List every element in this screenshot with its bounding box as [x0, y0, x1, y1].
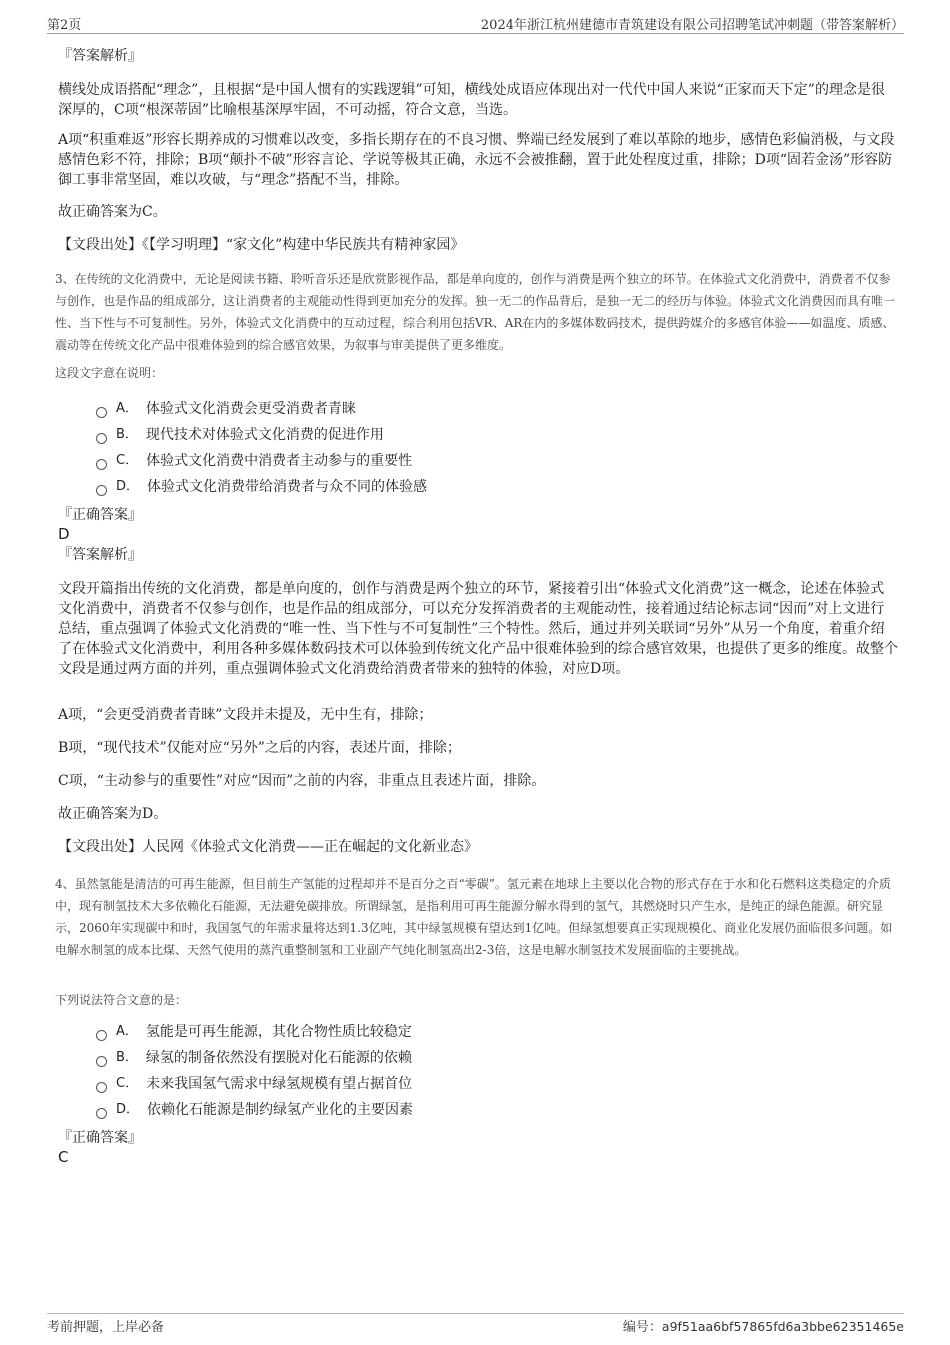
option-letter: C． — [116, 453, 139, 468]
option-letter: C． — [116, 1076, 139, 1091]
option-letter: B． — [116, 427, 138, 442]
answer-value: C — [58, 1148, 69, 1166]
option-text: 依赖化石能源是制约绿氢产业化的主要因素 — [147, 1102, 414, 1118]
source-citation: 【文段出处】《【学习明理】“家文化”构建中华民族共有精神家园》 — [58, 237, 465, 253]
analysis-conclusion: 故正确答案为C。 — [58, 204, 167, 220]
radio-icon[interactable] — [96, 433, 107, 444]
question-stem: 下列说法符合文意的是： — [55, 993, 188, 1007]
option-text: 体验式文化消费会更受消费者青睐 — [145, 401, 356, 417]
option-text: 体验式文化消费带给消费者与众不同的体验感 — [147, 479, 428, 495]
option-letter: A． — [116, 401, 138, 416]
option-letter: A． — [116, 1024, 138, 1039]
option-c[interactable] — [96, 1073, 412, 1095]
answer-label: 『正确答案』 — [58, 507, 142, 523]
option-letter: B． — [116, 1050, 138, 1065]
radio-icon[interactable] — [96, 459, 107, 470]
radio-icon[interactable] — [96, 407, 107, 418]
option-c[interactable] — [96, 450, 412, 472]
page-number: 第2页 — [47, 18, 82, 33]
analysis-paragraph: 文段开篇指出传统的文化消费，都是单向度的，创作与消费是两个独立的环节，紧接着引出“体验式文化消费”这一概念，论述在体验式文化消费中，消费者不仅参与创作，也是作品的组成部分，可以充分发挥消费者的主观能动性，接着通过结论标志词“因而”对上文进行总结，重点强调了体验式文化消费的“唯一性、当下性与不可复制性”三个特性。然后，通过并列关联词“另外”从另一个角度，着重介绍了在体验式文化消费中，利用各种多媒体数码技术可以体验到传统文化产品中很难体验到的综合感官效果，也提供了更多的维度。故整个文段是通过两方面的并列，重点强调体验式文化消费给消费者带来的独特的体验，对应D项。 — [58, 581, 898, 677]
option-d[interactable] — [96, 476, 427, 498]
code-value: a9f51aa6bf57865fd6a3bbe62351465e — [661, 1319, 904, 1334]
option-text: 现代技术对体验式文化消费的促进作用 — [145, 427, 384, 443]
analysis-paragraph: 横线处成语搭配“理念”，且根据“是中国人惯有的实践逻辑”可知，横线处成语应体现出对一代代中国人来说“正家而天下定”的理念是很深厚的，C项“根深蒂固”比喻根基深厚牢固，不可动摇，符合文意，当选。 — [58, 82, 885, 118]
answer-label: 『正确答案』 — [58, 1130, 142, 1146]
option-text: 氢能是可再生能源，其化合物性质比较稳定 — [145, 1024, 412, 1040]
analysis-paragraph: A项“积重难返”形容长期养成的习惯难以改变，多指长期存在的不良习惯、弊端已经发展到了难以革除的地步，感情色彩偏消极，与文段感情色彩不符，排除；B项“颠扑不破”形容言论、学说等极其正确，永远不会被推翻，置于此处程度过重，排除；D项“固若金汤”形容防御工事非常坚固，难以攻破，与“理念”搭配不当，排除。 — [58, 132, 895, 188]
answer-value: D — [58, 525, 70, 543]
analysis-conclusion: 故正确答案为D。 — [58, 806, 168, 822]
code-label: 编号： — [622, 1320, 662, 1335]
document-title: 2024年浙江杭州建德市青筑建设有限公司招聘笔试冲刺题（带答案解析） — [480, 18, 904, 33]
analysis-paragraph: C项，“主动参与的重要性”对应“因而”之前的内容，非重点且表述片面，排除。 — [58, 773, 546, 789]
analysis-paragraph: A项，“会更受消费者青睐”文段并未提及，无中生有，排除； — [58, 707, 433, 723]
radio-icon[interactable] — [96, 1030, 107, 1041]
page-header — [47, 11, 904, 34]
option-a[interactable] — [96, 398, 356, 420]
option-a[interactable] — [96, 1021, 412, 1043]
option-letter: D． — [116, 479, 140, 494]
question-passage: 4、虽然氢能是清洁的可再生能源，但目前生产氢能的过程却并不是百分之百“零碳”。氢元素在地球上主要以化合物的形式存在于水和化石燃料这类稳定的介质中，现有制氢技术大多依赖化石能源，无法避免碳排放。所谓绿氢，是指利用可再生能源分解水得到的氢气，其燃烧时只产生水，是纯正的绿色能源。研究显示，2060年实现碳中和时，我国氢气的年需求量将达到1.3亿吨，其中绿氢规模有望达到1亿吨。但绿氢想要真正实现规模化、商业化发展仍面临很多问题。如电解水制氢的成本比煤、天然气使用的蒸汽重整制氢和工业副产气纯化制氢高出2-3倍，这是电解水制氢技术发展面临的主要挑战。 — [55, 877, 893, 957]
option-letter: D． — [116, 1102, 140, 1117]
option-text: 体验式文化消费中消费者主动参与的重要性 — [146, 453, 413, 469]
document-code — [623, 1316, 904, 1335]
option-b[interactable] — [96, 1047, 412, 1069]
source-citation: 【文段出处】人民网《体验式文化消费——正在崛起的文化新业态》 — [58, 839, 478, 855]
option-text: 未来我国氢气需求中绿氢规模有望占据首位 — [146, 1076, 413, 1092]
option-text: 绿氢的制备依然没有摆脱对化石能源的依赖 — [145, 1050, 412, 1066]
radio-icon[interactable] — [96, 485, 107, 496]
analysis-label: 『答案解析』 — [58, 48, 142, 64]
radio-icon[interactable] — [96, 1056, 107, 1067]
page-footer — [47, 1313, 904, 1338]
radio-icon[interactable] — [96, 1108, 107, 1119]
footer-slogan: 考前押题，上岸必备 — [47, 1320, 165, 1335]
analysis-label: 『答案解析』 — [58, 547, 142, 563]
option-b[interactable] — [96, 424, 384, 446]
option-d[interactable] — [96, 1099, 413, 1121]
question-passage: 3、在传统的文化消费中，无论是阅读书籍、聆听音乐还是欣赏影视作品，都是单向度的，创作与消费是两个独立的环节。在体验式文化消费中，消费者不仅参与创作，也是作品的组成部分，这让消费者的主观能动性得到更加充分的发挥。独一无二的作品背后，是独一无二的经历与体验。体验式文化消费因而具有唯一性、当下性与不可复制性。另外，体验式文化消费中的互动过程，综合利用包括VR、AR在内的多媒体数码技术，提供跨媒介的多感官体验——如温度、质感、震动等在传统文化产品中很难体验到的综合感官效果，为叙事与审美提供了更多维度。 — [55, 272, 896, 352]
question-stem: 这段文字意在说明： — [55, 366, 164, 380]
radio-icon[interactable] — [96, 1082, 107, 1093]
analysis-paragraph: B项，“现代技术”仅能对应“另外”之后的内容，表述片面，排除； — [58, 740, 461, 756]
